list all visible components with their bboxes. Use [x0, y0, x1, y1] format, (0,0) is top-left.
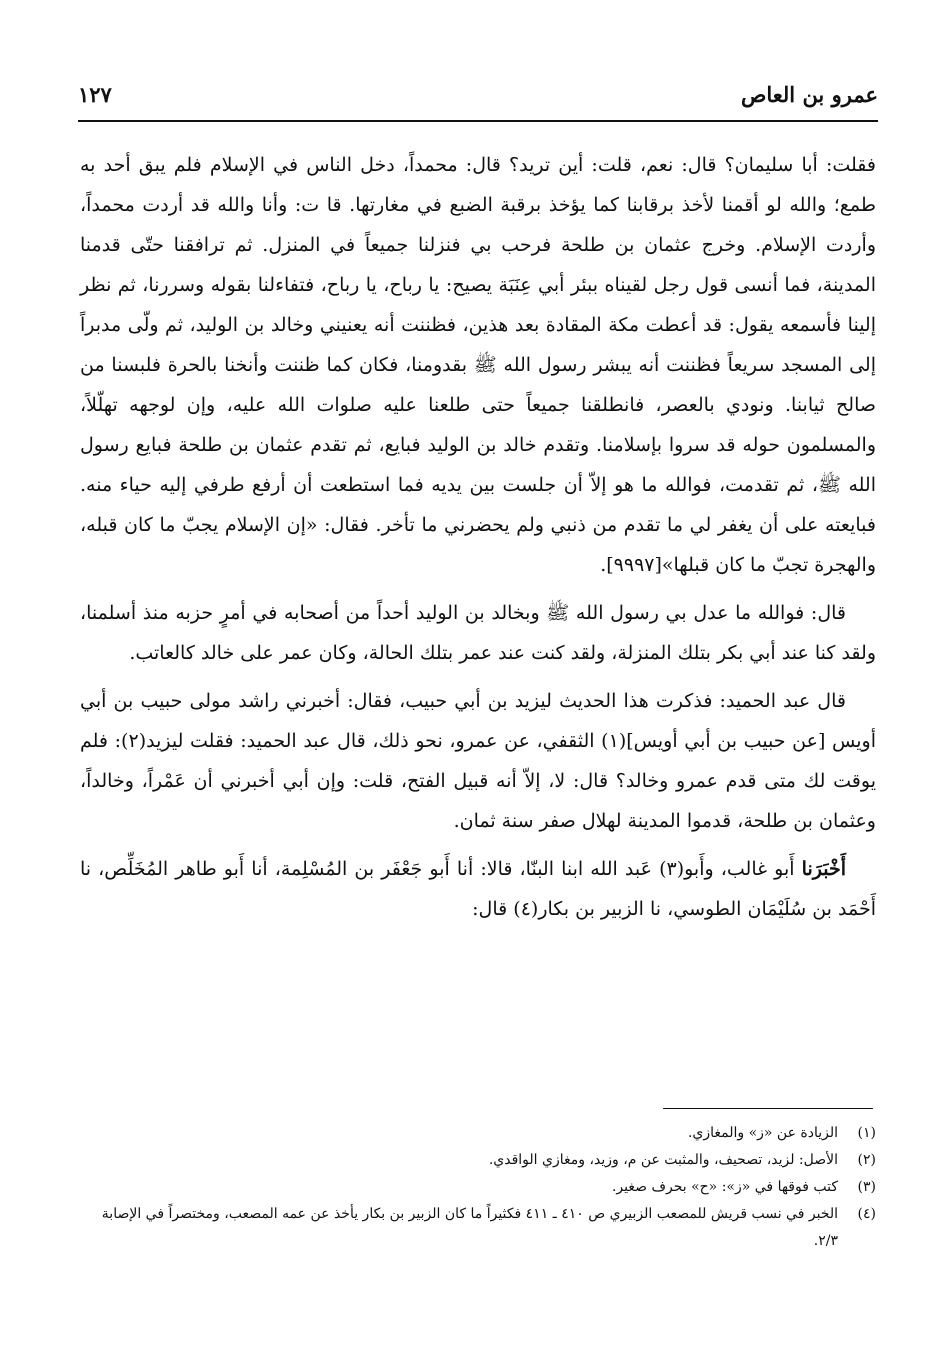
page-header [78, 78, 878, 112]
paragraph-2: قال: فوالله ما عدل بي رسول الله ﷺ وبخالد بن الوليد أحداً من أصحابه في أمرٍ حزبه منذ أسلمنا، ولقد كنا عند أبي بكر بتلك المنزلة، ولقد كنت عند عمر بتلك الحالة، وكان عمر على خالد كالعاتب. [80, 602, 876, 664]
footnote-number: (٢) [857, 1152, 876, 1168]
isnad-lead-word: أَخْبَرَنا [801, 858, 846, 880]
footnote-text: الزيادة عن «ز» والمغازي. [687, 1125, 838, 1141]
footnotes [80, 1120, 876, 1255]
footnote [80, 1120, 876, 1147]
footnote-text: الأصل: لزيد، تصحيف، والمثبت عن م، وزيد، ومغازي الواقدي. [488, 1152, 838, 1168]
footnote-number: (٤) [857, 1206, 876, 1222]
footnote-rule [663, 1108, 873, 1109]
main-text [80, 145, 876, 937]
page-number: ١٢٧ [78, 82, 112, 107]
paragraph-1: فقلت: أبا سليمان؟ قال: نعم، قلت: أين تريد؟ قال: محمداً، دخل الناس في الإسلام فلم يبق أحد به طمع؛ والله لو أقمنا لأخذ برقابنا كما يؤخذ برقبة الضبع في مغارتها. قا ت: وأنا والله قد أردت محمداً، وأردت الإسلام. وخرج عثمان بن طلحة فرحب بي فنزلنا جميعاً في المنزل. ثم ترافقنا حتّى قدمنا المدينة، فما أنسى قول رجل لقيناه ببئر أبي عِنَبَة يصيح: يا رباح، يا رباح، فتفاءلنا بقوله وسررنا، ثم نظر إلينا فأسمعه يقول: قد أعطت مكة المقادة بعد هذين، فظننت أنه يعنيني وخالد بن الوليد، ثم ولّى مدبراً إلى المسجد سريعاً فظننت أنه يبشر رسول الله ﷺ بقدومنا، فكان كما ظننت وأنخنا بالحرة فلبسنا من صالح ثيابنا. ونودي بالعصر، فانطلقنا جميعاً حتى طلعنا عليه صلوات الله عليه، وإن لوجهه تهلّلاً، والمسلمون حوله قد سروا بإسلامنا. وتقدم خالد بن الوليد فبايع، ثم تقدم عثمان بن طلحة فبايع رسول الله ﷺ، ثم تقدمت، فوالله ما هو إلاّ أن جلست بين يديه فما استطعت أن أرفع طرفي إليه حياء منه. فبايعته على أن يغفر لي ما تقدم من ذنبي ولم يحضرني ما تأخر. فقال: «إن الإسلام يجبّ ما كان قبله، والهجرة تجبّ ما كان قبلها»[٩٩٩٧]. [80, 154, 876, 576]
footnote-text: الخبر في نسب قريش للمصعب الزبيري ص ٤١٠ ـ ٤١١ فكثيراً ما كان الزبير بن بكار يأخذ عن عمه المصعب، ومختصراً في الإصابة ٢/٣. [101, 1206, 838, 1249]
isnad-text: أَبو غالب، وأَبو(٣) عَبد الله ابنا البنّا، قالا: أنا أَبو جَعْفَر بن المُسْلِمة، أنا أَبو طاهر المُخَلِّص، نا أَحْمَد بن سُلَيْمَان الطوسي، نا الزبير بن بكار(٤) قال: [80, 858, 876, 920]
footnote [80, 1174, 876, 1201]
footnote-number: (٣) [857, 1179, 876, 1195]
footnote-number: (١) [857, 1125, 876, 1141]
running-head: عمرو بن العاص [740, 82, 878, 107]
footnote-text: كتب فوقها في «ز»: «ح» بحرف صغير. [611, 1179, 838, 1195]
paragraph-3: قال عبد الحميد: فذكرت هذا الحديث ليزيد بن أبي حبيب، فقال: أخبرني راشد مولى حبيب بن أبي أويس [عن حبيب بن أبي أويس](١) الثقفي، عن عمرو، نحو ذلك، قال عبد الحميد: فقلت ليزيد(٢): فلم يوقت لك متى قدم عمرو وخالد؟ قال: لا، إلاّ أنه قبيل الفتح، قلت: وإن أبي أخبرني أن عَمْراً، وخالداً، وعثمان بن طلحة، قدموا المدينة لهلال صفر سنة ثمان. [80, 690, 876, 832]
isnad-paragraph [80, 849, 876, 929]
footnote [80, 1147, 876, 1174]
header-rule [78, 120, 878, 122]
footnote [80, 1201, 876, 1255]
